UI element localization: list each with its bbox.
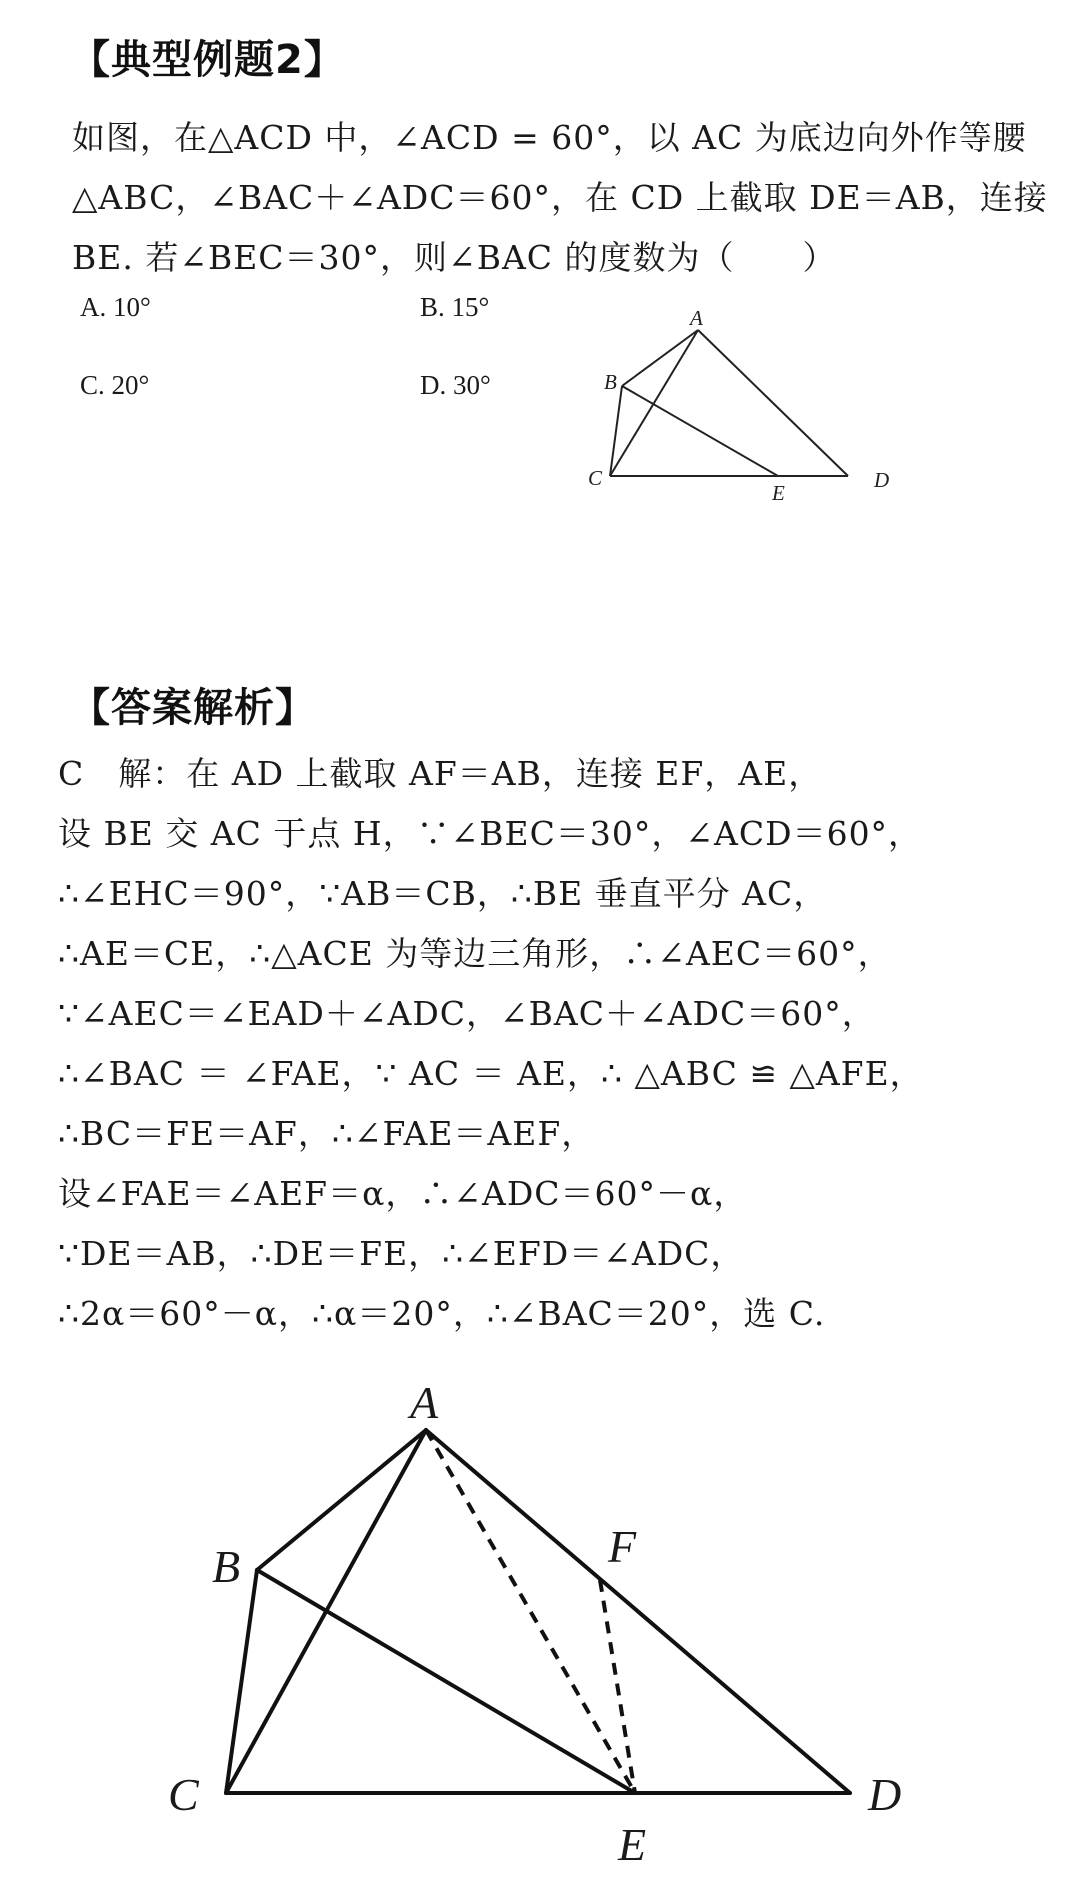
answer-line-10: ∴2α＝60°－α，∴α＝20°，∴∠BAC＝20°，选 C. [58,1294,826,1333]
answer-line-3: ∴∠EHC＝90°，∵AB＝CB，∴BE 垂直平分 AC， [58,874,828,913]
fig1-segment-ac [610,330,698,476]
fig2-dashed-ae [426,1430,635,1793]
option-a: A. 10° [80,292,151,322]
option-c: C. 20° [80,370,150,400]
fig2-label-e: E [618,1819,647,1870]
fig2-segment-ad [426,1430,850,1793]
fig2-segment-bc [226,1570,257,1793]
fig2-segment-ac [226,1430,426,1793]
fig2-label-d: D [868,1769,902,1820]
problem-title: 【典型例题2】 [70,37,345,83]
option-d: D. 30° [420,370,491,400]
fig2-label-c: C [168,1769,199,1820]
answer-line-2: 设 BE 交 AC 于点 H，∵∠BEC＝30°，∠ACD＝60°， [58,814,923,853]
fig2-label-f: F [608,1521,637,1572]
answer-line-1: C 解：在 AD 上截取 AF＝AB，连接 EF，AE， [58,754,823,793]
answer-title: 【答案解析】 [70,685,316,731]
answer-line-6: ∴∠BAC ＝ ∠FAE，∵ AC ＝ AE，∴ △ABC ≌ △AFE， [58,1054,924,1093]
option-b: B. 15° [420,292,490,322]
fig2-segment-ab [257,1430,426,1570]
fig2-segment-be [257,1570,635,1793]
fig2-dashed-fe [600,1580,635,1793]
answer-line-9: ∵DE＝AB，∴DE＝FE，∴∠EFD＝∠ADC， [58,1234,745,1273]
problem-line-1: 如图，在△ACD 中，∠ACD = 60°，以 AC 为底边向外作等腰 [72,118,1027,157]
problem-line-2: △ABC，∠BAC＋∠ADC＝60°，在 CD 上截取 DE＝AB，连接 [72,178,1048,217]
fig1-segment-be [622,386,778,476]
answer-line-8: 设∠FAE＝∠AEF＝α，∴∠ADC＝60°－α， [58,1174,748,1213]
fig1-segment-ab [622,330,698,386]
fig1-label-b: B [604,370,617,394]
fig1-label-e: E [772,481,785,505]
answer-line-4: ∴AE＝CE，∴△ACE 为等边三角形，∴∠AEC＝60°， [58,934,892,973]
answer-line-7: ∴BC＝FE＝AF，∴∠FAE＝AEF， [58,1114,596,1153]
fig1-label-a: A [690,306,703,330]
fig1-label-d: D [874,468,890,492]
fig1-segment-bc [610,386,622,476]
fig2-label-a: A [410,1377,439,1428]
fig1-label-c: C [588,466,603,490]
problem-line-3: BE. 若∠BEC＝30°，则∠BAC 的度数为（ ） [72,238,837,277]
answer-line-5: ∵∠AEC＝∠EAD＋∠ADC，∠BAC＋∠ADC＝60°， [58,994,876,1033]
fig2-label-b: B [212,1541,241,1592]
fig1-segment-ad [698,330,848,476]
